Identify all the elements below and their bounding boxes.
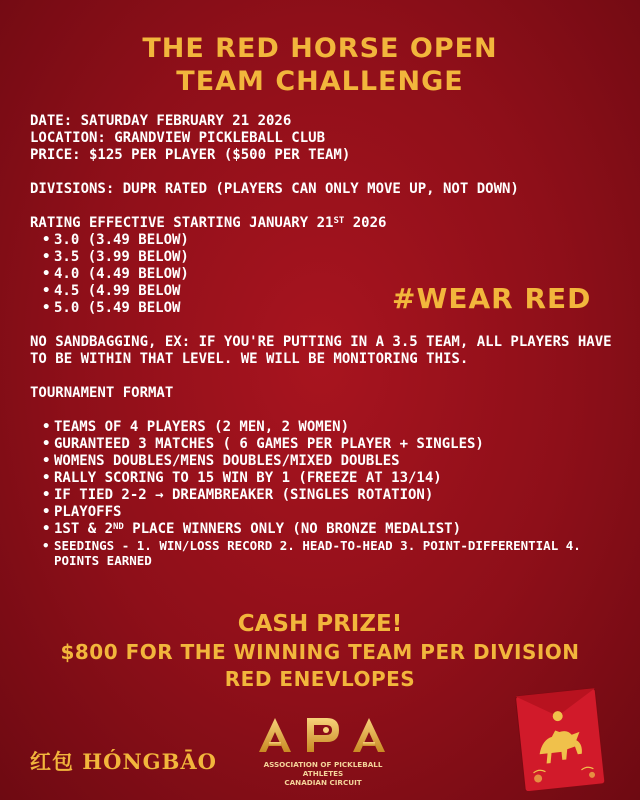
cash-prize-line-2: RED ENEVLOPES — [224, 667, 416, 691]
title-line-2: TEAM CHALLENGE — [176, 66, 464, 97]
apa-logo-text — [253, 760, 393, 787]
divisions-line: DIVISIONS: DUPR RATED (PLAYERS CAN ONLY MOVE UP, NOT DOWN) — [30, 181, 519, 197]
format-item-places: • 1ST & 2ND PLACE WINNERS ONLY (NO BRONZE MEDALIST) — [42, 521, 620, 538]
rating-item: • 3.5 (3.99 BELOW) — [42, 249, 620, 266]
format-item: • RALLY SCORING TO 15 WIN BY 1 (FREEZE AT 13/14) — [42, 470, 620, 487]
rating-effective-line: RATING EFFECTIVE STARTING JANUARY 21ST 2026 — [30, 215, 387, 231]
rating-item: • 5.0 (5.49 BELOW — [42, 300, 620, 317]
cash-prize-line-1: $800 FOR THE WINNING TEAM PER DIVISION — [60, 640, 580, 664]
apa-logo — [253, 714, 393, 796]
format-item-seedings: • SEEDINGS - 1. WIN/LOSS RECORD 2. HEAD-TO-HEAD 3. POINT-DIFFERENTIAL 4. POINTS EARNED — [42, 538, 620, 568]
format-item: • TEAMS OF 4 PLAYERS (2 MEN, 2 WOMEN) — [42, 419, 620, 436]
sandbagging-notice: NO SANDBAGGING, EX: IF YOU'RE PUTTING IN A 3.5 TEAM, ALL PLAYERS HAVE TO BE WITHIN THAT LEVEL. WE WILL BE MONITORING THIS. — [30, 334, 612, 367]
hongbao-label: 红包 HÓNGBĀO — [30, 749, 217, 774]
date-line: DATE: SATURDAY FEBRUARY 21 2026 — [30, 113, 292, 129]
apa-logo-icon — [253, 714, 393, 754]
event-info — [30, 113, 620, 568]
cash-prize — [0, 610, 640, 693]
rating-item: • 3.0 (3.49 BELOW) — [42, 232, 620, 249]
title-line-1: THE RED HORSE OPEN — [142, 33, 498, 64]
format-item: • PLAYOFFS — [42, 504, 620, 521]
rating-item: • 4.5 (4.99 BELOW — [42, 283, 620, 300]
apa-logo-line-1: ASSOCIATION OF PICKLEBALL ATHLETES — [263, 760, 383, 778]
wear-red-hashtag: #WEAR RED — [392, 282, 592, 315]
red-envelope-image — [510, 686, 610, 791]
rating-item: • 4.0 (4.49 BELOW) — [42, 266, 620, 283]
format-item: • IF TIED 2-2 → DREAMBREAKER (SINGLES ROTATION) — [42, 487, 620, 504]
format-list — [30, 419, 620, 568]
format-item: • GURANTEED 3 MATCHES ( 6 GAMES PER PLAYER + SINGLES) — [42, 436, 620, 453]
format-item: • WOMENS DOUBLES/MENS DOUBLES/MIXED DOUBLES — [42, 453, 620, 470]
format-heading: TOURNAMENT FORMAT — [30, 385, 174, 401]
apa-logo-line-2: CANADIAN CIRCUIT — [284, 778, 362, 787]
location-line: LOCATION: GRANDVIEW PICKLEBALL CLUB — [30, 130, 326, 146]
event-title — [0, 32, 640, 98]
cash-prize-heading: CASH PRIZE! — [237, 611, 403, 637]
price-line: PRICE: $125 PER PLAYER ($500 PER TEAM) — [30, 147, 351, 163]
